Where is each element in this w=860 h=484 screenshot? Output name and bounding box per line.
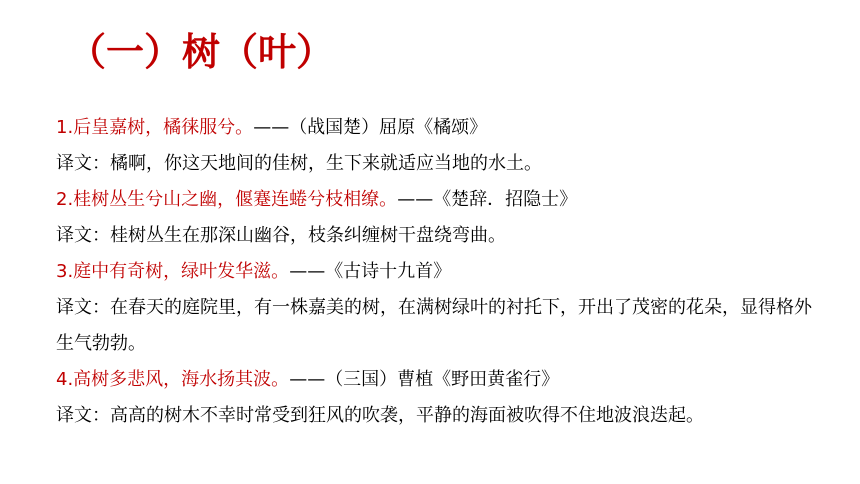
quote-text: 2.桂树丛生兮山之幽，偃蹇连蜷兮枝相缭。 (56, 189, 398, 210)
quote-source: ——（战国楚）屈原《橘颂》 (253, 117, 488, 138)
translation-line-2: 译文：桂树丛生在那深山幽谷，枝条纠缠树干盘绕弯曲。 (56, 225, 506, 246)
quote-source: ——《古诗十九首》 (289, 261, 452, 282)
translation-line-3: 译文：在春天的庭院里，有一株嘉美的树，在满树绿叶的衬托下，开出了茂密的花朵，显得格外生气勃勃。 (56, 297, 812, 354)
quote-text: 4.高树多悲风，海水扬其波。 (56, 369, 290, 390)
quote-text: 3.庭中有奇树，绿叶发华滋。 (56, 261, 290, 282)
quote-line-2 (56, 182, 846, 218)
poem-list (56, 110, 846, 434)
quote-line-4 (56, 362, 846, 398)
page-title: （一）树（叶） (68, 30, 335, 74)
quote-source: ——（三国）曹植《野田黄雀行》 (289, 369, 560, 390)
quote-line-3 (56, 254, 846, 290)
quote-text: 1.后皇嘉树，橘徕服兮。 (56, 117, 254, 138)
translation-line-4: 译文：高高的树木不幸时常受到狂风的吹袭，平静的海面被吹得不住地波浪迭起。 (56, 405, 704, 426)
translation-line-1: 译文：橘啊，你这天地间的佳树，生下来就适应当地的水土。 (56, 153, 542, 174)
quote-source: ——《楚辞．招隐士》 (397, 189, 578, 210)
quote-line-1 (56, 110, 846, 146)
